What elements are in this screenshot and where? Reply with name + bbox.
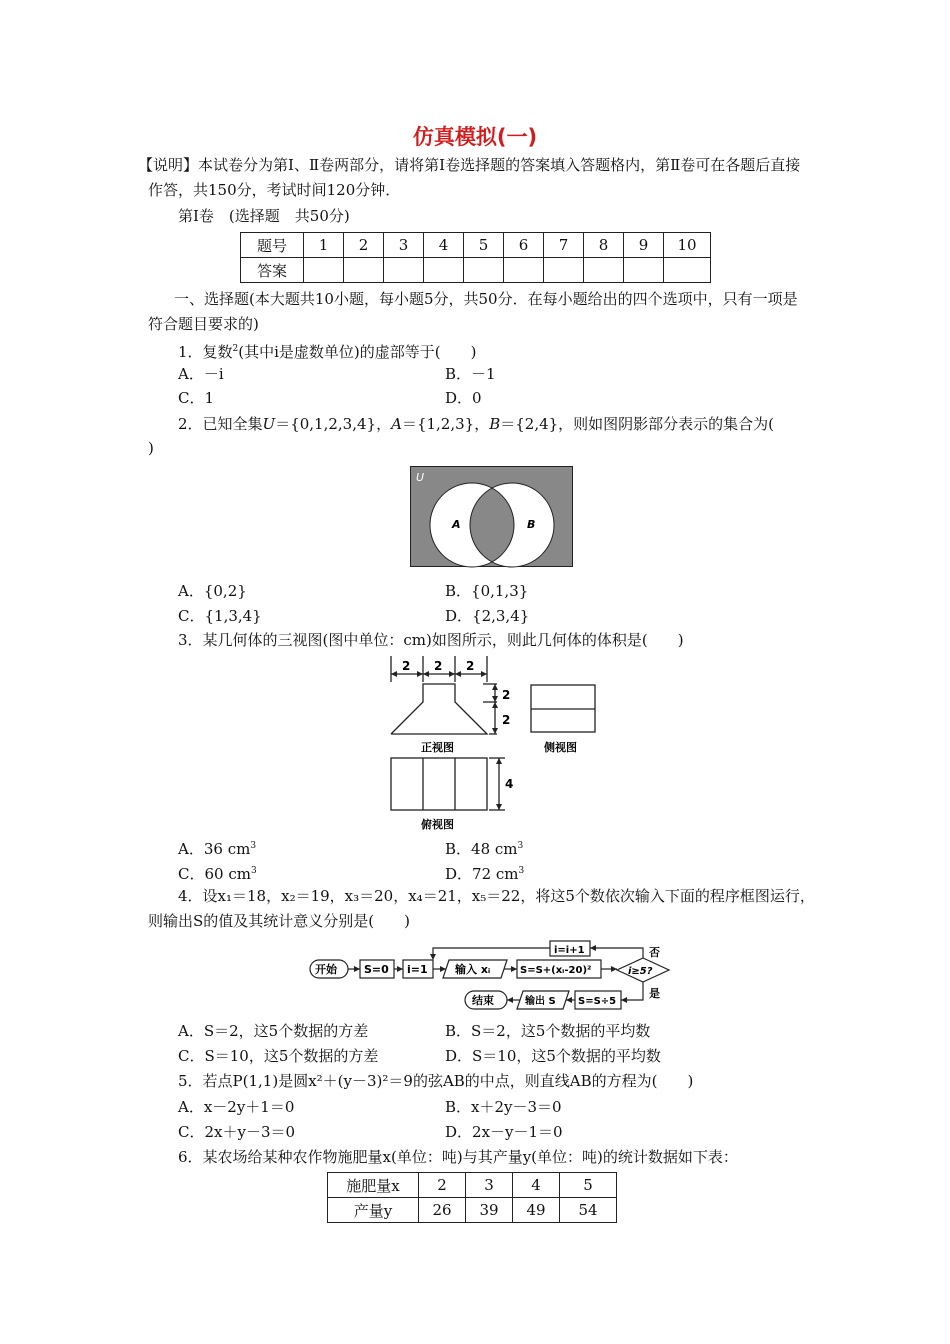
q2-option-a: A．{0,2} <box>178 582 247 600</box>
q5-option-a: A．x－2y＋1＝0 <box>178 1098 295 1116</box>
section1-heading: 一、选择题(本大题共10小题，每小题5分，共50分．在每小题给出的四个选项中，只有一项是符合题目要求的) <box>148 290 798 333</box>
q3-b-text: B．48 cm <box>445 840 518 858</box>
unit-sup: 3 <box>518 866 525 876</box>
side-view-label: 侧视图 <box>544 741 577 754</box>
flow-s0: S=0 <box>364 963 389 976</box>
answer-cell[interactable] <box>624 258 664 283</box>
unit-sup: 3 <box>517 841 524 851</box>
note-text: 本试卷分为第Ⅰ、Ⅱ卷两部分，请将第Ⅰ卷选择题的答案填入答题格内，第Ⅱ卷可在各题后直接作答，共150分，考试时间120分钟． <box>148 156 801 199</box>
q2-stem-b: ＝{0,1,2,3,4}， <box>275 415 392 433</box>
q5-option-b: B．x＋2y－3＝0 <box>445 1098 562 1116</box>
q2-stem-a: 2．已知全集 <box>178 415 263 433</box>
answer-cell[interactable] <box>424 258 464 283</box>
flow-output: 输出 S <box>525 996 556 1007</box>
q1-option-d: D．0 <box>445 389 482 407</box>
flow-update: S=S+(xᵢ-20)² <box>520 965 592 976</box>
q2-u: U <box>262 415 276 433</box>
venn-b-label: B <box>527 518 536 531</box>
three-view-diagram <box>385 654 615 834</box>
table-cell: 2 <box>419 1173 466 1198</box>
q3-option-c <box>178 861 257 884</box>
answer-cell[interactable] <box>504 258 544 283</box>
answer-num: 6 <box>504 233 544 258</box>
table-header: 施肥量x <box>328 1173 419 1198</box>
part1-heading: 第Ⅰ卷 (选择题 共50分) <box>178 207 350 225</box>
answer-num: 9 <box>624 233 664 258</box>
dim-label: 2 <box>402 659 411 673</box>
q4-option-c: C．S＝10，这5个数据的方差 <box>178 1047 379 1065</box>
q5-stem: 5．若点P(1,1)是圆x²＋(y－3)²＝9的弦AB的中点，则直线AB的方程为( ) <box>178 1072 694 1090</box>
dim-label: 2 <box>502 713 511 727</box>
q3-c-text: C．60 cm <box>178 865 251 883</box>
unit-sup: 3 <box>250 841 257 851</box>
answer-table-header: 题号 <box>241 233 304 258</box>
flowchart <box>305 938 685 1016</box>
answer-cell[interactable] <box>584 258 624 283</box>
q2-stem-c: ＝{1,2,3}， <box>401 415 490 433</box>
answer-cell[interactable] <box>384 258 424 283</box>
venn-u-label: U <box>416 471 425 484</box>
fertilizer-table <box>327 1172 617 1223</box>
q1-stem <box>178 339 477 362</box>
dim-label: 2 <box>466 659 475 673</box>
q3-option-d <box>445 861 524 884</box>
answer-num: 7 <box>544 233 584 258</box>
flow-yes: 是 <box>649 987 660 1000</box>
q4-stem-2: 则输出S的值及其统计意义分别是( ) <box>148 912 410 930</box>
flow-no: 否 <box>649 946 660 959</box>
flow-inc: i=i+1 <box>554 945 585 956</box>
venn-a-label: A <box>452 518 461 531</box>
q3-a-text: A．36 cm <box>178 840 251 858</box>
venn-diagram <box>410 466 574 568</box>
answer-num: 3 <box>384 233 424 258</box>
q1-option-a: A．－i <box>178 365 224 383</box>
answer-num: 8 <box>584 233 624 258</box>
answer-cell[interactable] <box>664 258 711 283</box>
q2-stem <box>178 414 774 434</box>
flow-cond: i≥5? <box>628 966 653 977</box>
q4-option-d: D．S＝10，这5个数据的平均数 <box>445 1047 661 1065</box>
answer-num: 1 <box>304 233 344 258</box>
q2-b: B <box>489 415 501 433</box>
table-cell: 54 <box>560 1198 617 1223</box>
top-view-label: 俯视图 <box>421 818 454 831</box>
answer-num: 4 <box>424 233 464 258</box>
q5-option-d: D．2x－y－1＝0 <box>445 1123 563 1141</box>
q2-option-d: D．{2,3,4} <box>445 607 530 625</box>
answer-cell[interactable] <box>544 258 584 283</box>
q1-option-c: C．1 <box>178 389 215 407</box>
table-cell: 5 <box>560 1173 617 1198</box>
table-cell: 26 <box>419 1198 466 1223</box>
q4-option-a: A．S＝2，这5个数据的方差 <box>178 1022 369 1040</box>
table-header: 产量y <box>328 1198 419 1223</box>
answer-cell[interactable] <box>344 258 384 283</box>
answer-cell[interactable] <box>304 258 344 283</box>
q3-option-b <box>445 836 523 859</box>
q2-stem-cont: ) <box>148 439 154 457</box>
q3-stem: 3．某几何体的三视图(图中单位：cm)如图所示，则此几何体的体积是( ) <box>178 631 684 649</box>
q1-option-b: B．－1 <box>445 365 496 383</box>
q4-stem-1: 4．设x₁＝18，x₂＝19，x₃＝20，x₄＝21，x₅＝22，将这5个数依次输入下面的程序框图运行， <box>178 887 815 905</box>
answer-num: 10 <box>664 233 711 258</box>
answer-row-label: 答案 <box>241 258 304 283</box>
q6-stem: 6．某农场给某种农作物施肥量x(单位：吨)与其产量y(单位：吨)的统计数据如下表： <box>178 1148 738 1166</box>
dim-label: 2 <box>434 659 443 673</box>
q3-option-a <box>178 836 256 859</box>
note-label: 【说明】 <box>138 156 199 174</box>
q2-option-b: B．{0,1,3} <box>445 582 529 600</box>
flow-input: 输入 xᵢ <box>455 963 491 976</box>
answer-num: 5 <box>464 233 504 258</box>
q2-stem-d: ＝{2,4}，则如图阴影部分表示的集合为( <box>500 415 775 433</box>
instructions <box>138 153 808 203</box>
dim-label: 2 <box>502 688 511 702</box>
answer-table <box>240 232 711 283</box>
q2-a: A <box>391 415 402 433</box>
table-cell: 3 <box>466 1173 513 1198</box>
page-title: 仿真模拟(一) <box>412 125 538 149</box>
dim-label: 4 <box>505 777 514 791</box>
q1-stem-b: (其中i是虚数单位)的虚部等于( ) <box>238 343 477 361</box>
front-view-label: 正视图 <box>421 741 454 754</box>
q1-stem-a: 1．复数 <box>178 343 233 361</box>
flow-end: 结束 <box>472 994 494 1007</box>
q4-option-b: B．S＝2，这5个数据的平均数 <box>445 1022 651 1040</box>
q3-d-text: D．72 cm <box>445 865 519 883</box>
table-cell: 49 <box>513 1198 560 1223</box>
table-cell: 4 <box>513 1173 560 1198</box>
q5-option-c: C．2x＋y－3＝0 <box>178 1123 296 1141</box>
flow-div: S=S÷5 <box>578 996 617 1007</box>
flow-i1: i=1 <box>407 963 428 976</box>
flow-start: 开始 <box>315 963 337 976</box>
answer-num: 2 <box>344 233 384 258</box>
q1-sup: 2 <box>232 344 239 354</box>
answer-cell[interactable] <box>464 258 504 283</box>
q2-option-c: C．{1,3,4} <box>178 607 262 625</box>
unit-sup: 3 <box>250 866 257 876</box>
table-cell: 39 <box>466 1198 513 1223</box>
